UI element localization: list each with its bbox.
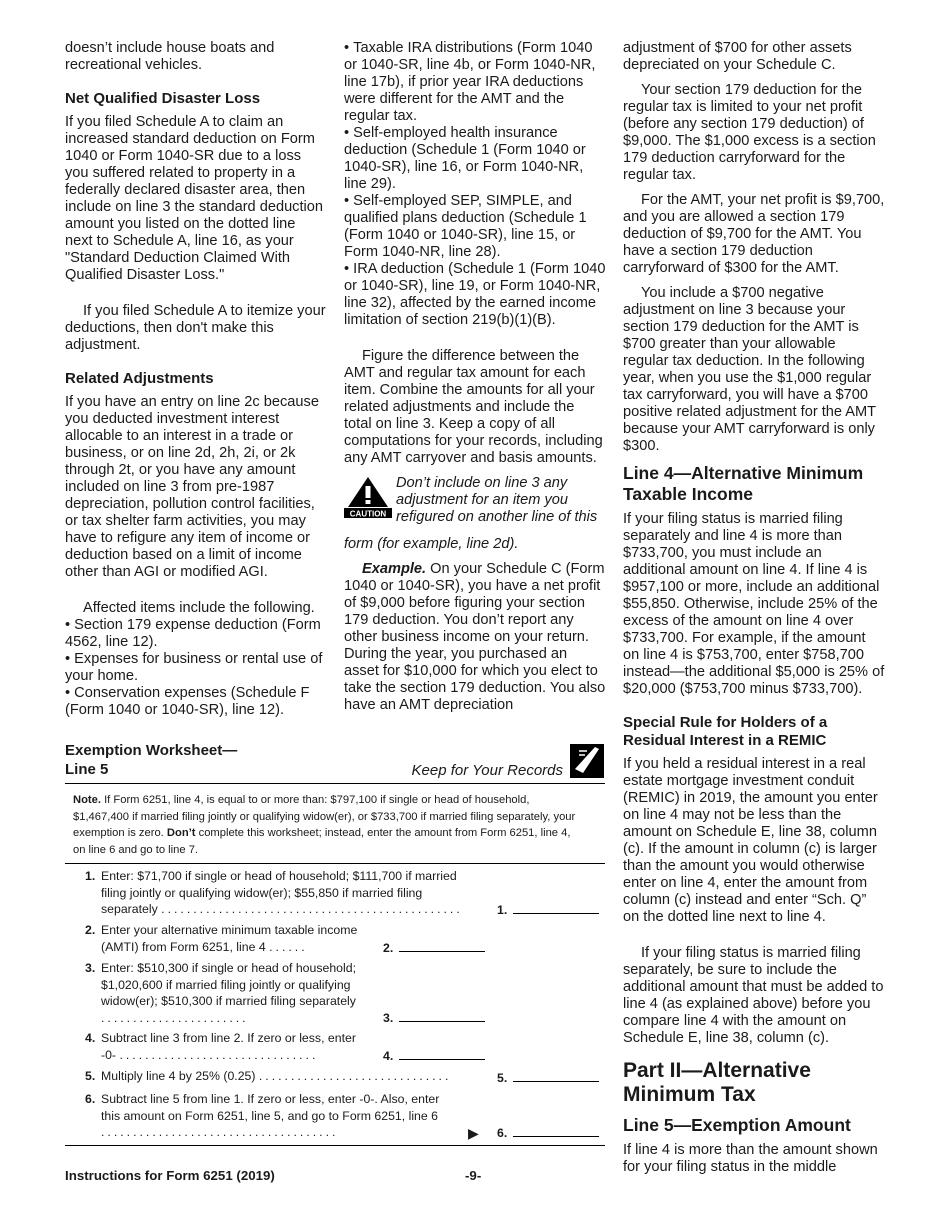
worksheet-title-line1: Exemption Worksheet— <box>65 742 238 759</box>
pen-paper-icon <box>569 743 605 779</box>
row-number: 6. <box>85 1092 96 1106</box>
keep-records <box>412 743 605 779</box>
box-label: 6. <box>497 1125 508 1140</box>
caution-icon <box>344 475 392 526</box>
box-label: 3. <box>383 1010 394 1025</box>
worksheet-header <box>65 737 605 779</box>
answer-box-3[interactable] <box>383 1010 485 1027</box>
column-1 <box>65 40 327 727</box>
answer-box-6[interactable] <box>497 1125 599 1142</box>
row-text: Multiply line 4 by 25% (0.25) .............................. <box>101 1069 452 1083</box>
column-2 <box>344 40 606 722</box>
worksheet-row <box>65 1091 605 1141</box>
heading-related-adjustments: Related Adjustments <box>65 370 214 387</box>
worksheet-row <box>65 1030 605 1064</box>
caution-text-continued: form (for example, line 2d). <box>344 536 519 552</box>
paragraph: If line 4 is more than the amount shown for your filing status in the middle <box>623 1142 878 1175</box>
row-number: 3. <box>85 961 96 975</box>
worksheet-row <box>65 922 605 956</box>
paragraph: If you have an entry on line 2c because you deducted investment interest allocable to an interest in a trade or business, or on line 2d, 2h, 2i, or 2k through 2t, or you have any amount included on line 3 from pre-1987 depreciation, pollution control facilities, or tax shelter farm activities, you may have to refigure any item of income or deduction based on a limit of income other than AGI or modified AGI. <box>65 394 319 580</box>
example-text: On your Schedule C (Form 1040 or 1040-SR), you have a net profit of $9,000 before figuring your section 179 deduction. You don’t report any other business income on your return. During the year, you purchased an asset for $10,000 for which you elect to take the section 179 deduction. You also have an AMT depreciation <box>344 561 606 713</box>
caution-label: CAUTION <box>349 509 387 519</box>
row-text: Enter your alternative minimum taxable income (AMTI) from Form 6251, line 4 ...... <box>101 923 358 954</box>
row-text-content: Enter your alternative minimum taxable income (AMTI) from Form 6251, line 4 <box>101 923 358 954</box>
paragraph: Figure the difference between the AMT and regular tax amount for each item. Combine the amounts for all your related adjustments and include the total on line 3. Keep a copy of all computations for your records, including any AMT carryover and basis amounts. <box>344 348 603 466</box>
footer-form-title: Instructions for Form 6251 (2019) <box>65 1168 275 1183</box>
keep-records-text: Keep for Your Records <box>411 762 563 779</box>
paragraph: If you held a residual interest in a real estate mortgage investment conduit (REMIC) in 2019, the amount you enter on line 4 may not be less than the amount on Schedule E, line 38, column (c). If the amount in column (c) is larger than the amount you would otherwise enter on line 4, enter the amount from column (c) instead and enter “Sch. Q” on the dotted line next to line 4. <box>623 756 878 925</box>
row-text-content: Subtract line 5 from line 1. If zero or less, enter -0-. Also, enter this amount on Form 6251, line 5, and go to Form 6251, line 6 <box>101 1092 440 1123</box>
arrow-right-icon: ▶ <box>468 1124 479 1141</box>
paragraph: You include a $700 negative adjustment on line 3 because your section 179 deduction for the AMT is $700 greater than your allowable regular tax deduction. In the following year, when you use the $1,000 regular tax carryforward, you will have a $700 positive related adjustment for the AMT because your AMT carryforward is only $300. <box>623 285 876 454</box>
list-item: • Conservation expenses (Schedule F (Form 1040 or 1040-SR), line 12). <box>65 685 327 719</box>
row-text: Enter: $510,300 if single or head of household; $1,020,600 if married filing jointly or qualifying widow(er); $510,300 if married filing separately ....................... <box>101 961 357 1025</box>
row-text-content: Enter: $71,700 if single or head of household; $111,700 if married filing jointly or qualifying widow(er); $55,850 if married filing separately <box>101 869 457 916</box>
box-label: 4. <box>383 1048 394 1063</box>
paragraph: If you filed Schedule A to claim an increased standard deduction on Form 1040 or Form 1040-SR due to a loss you suffered related to property in a federally declared disaster area, then include on line 3 the standard deduction amount you listed on the dotted line next to Schedule A, line 16, as your "Standard Deduction Claimed With Qualified Disaster Loss." <box>65 114 324 283</box>
list-item: • Section 179 expense deduction (Form 4562, line 12). <box>65 617 327 651</box>
note-text: If Form 6251, line 4, is equal to or more than: $797,100 if single or head of household, $1,467,400 if married filing jointly or qualifying widow(er), or $733,700 if married filing separately, your exemption is zero. <box>73 794 576 839</box>
worksheet-row <box>65 868 605 918</box>
list-item: • Self-employed SEP, SIMPLE, and qualified plans deduction (Schedule 1 (Form 1040 or 1040-SR), line 15, or Form 1040-NR, line 28). <box>344 193 606 261</box>
paragraph: doesn’t include house boats and recreational vehicles. <box>65 40 275 73</box>
row-text: Subtract line 5 from line 1. If zero or less, enter -0-. Also, enter this amount on Form 6251, line 5, and go to Form 6251, line 6 ..................................... <box>101 1092 440 1139</box>
paragraph: If you filed Schedule A to itemize your deductions, then don't make this adjustment. <box>65 303 326 353</box>
paragraph: If your filing status is married filing separately and line 4 is more than $733,700, you must include an additional amount on line 4. If line 4 is $957,100 or more, include an additional $55,850. Otherwise, include 25% of the excess of the amount on line 4 over $733,700. For example, if the amount on line 4 is $753,700, enter $758,700 instead—the additional $5,000 is 25% of $20,000 ($753,700 minus $733,700). <box>623 511 885 697</box>
box-label: 2. <box>383 940 394 955</box>
list-item: • Taxable IRA distributions (Form 1040 or 1040-SR, line 4b, or Form 1040-NR, line 17b), if prior year IRA deductions were different for the AMT and the regular tax. <box>344 40 606 125</box>
note-label: Note. <box>73 794 101 806</box>
paragraph: If your filing status is married filing separately, be sure to include the additional amount that must be added to line 4 (as explained above) before you compare line 4 with the amount on Schedule E, line 38, column (c). <box>623 945 884 1046</box>
row-number: 1. <box>85 869 96 883</box>
worksheet-note <box>65 783 605 864</box>
example-label: Example. <box>362 561 427 577</box>
example-paragraph <box>344 561 606 714</box>
worksheet-row <box>65 1068 605 1086</box>
bullet-list <box>344 40 606 329</box>
caution-text: Don’t include on line 3 any adjustment for an item you refigured on another line of this <box>396 475 598 525</box>
list-item: • Expenses for business or rental use of your home. <box>65 651 327 685</box>
exemption-worksheet <box>65 737 605 1146</box>
row-text-content: Enter: $510,300 if single or head of household; $1,020,600 if married filing jointly or qualifying widow(er); $510,300 if married filing separately <box>101 961 357 1008</box>
paragraph: Your section 179 deduction for the regular tax is limited to your net profit (before any section 179 deduction) of $9,000. The $1,000 excess is a section 179 deduction carryforward for the regular tax. <box>623 82 876 183</box>
row-text-content: Multiply line 4 by 25% (0.25) <box>101 1069 256 1083</box>
paragraph: adjustment of $700 for other assets depreciated on your Schedule C. <box>623 40 852 73</box>
caution-box <box>344 475 606 526</box>
page-number: -9- <box>465 1168 482 1183</box>
note-text: complete this worksheet; instead, enter the amount from Form 6251, line 4, on line 6 and go to line 7. <box>73 827 571 856</box>
heading-net-qualified-disaster-loss: Net Qualified Disaster Loss <box>65 90 261 107</box>
worksheet-title-line2: Line 5 <box>65 761 109 778</box>
answer-box-5[interactable] <box>497 1070 599 1087</box>
answer-box-4[interactable] <box>383 1048 485 1065</box>
row-number: 5. <box>85 1069 96 1083</box>
box-label: 1. <box>497 902 508 917</box>
row-number: 4. <box>85 1031 96 1045</box>
column-3 <box>623 40 885 1184</box>
heading-remic: Special Rule for Holders of a Residual Interest in a REMIC <box>623 714 828 749</box>
worksheet-rows <box>65 868 605 1146</box>
heading-line-4: Line 4—Alternative Minimum Taxable Income <box>623 463 864 504</box>
worksheet-title <box>65 741 237 779</box>
row-number: 2. <box>85 923 96 937</box>
heading-part-2: Part II—Alternative Minimum Tax <box>623 1059 811 1106</box>
list-item: • Self-employed health insurance deduction (Schedule 1 (Form 1040 or 1040-SR), line 16, or Form 1040-NR, line 29). <box>344 125 606 193</box>
box-label: 5. <box>497 1070 508 1085</box>
answer-box-2[interactable] <box>383 940 485 957</box>
row-text: Enter: $71,700 if single or head of household; $111,700 if married filing jointly or qualifying widow(er); $55,850 if married filing separately ............................................... <box>101 869 463 916</box>
bullet-list <box>65 617 327 719</box>
paragraph: For the AMT, your net profit is $9,700, and you are allowed a section 179 deduction of $9,700 for the AMT. You have a section 179 deduction carryforward of $300 for the AMT. <box>623 192 885 276</box>
paragraph: Affected items include the following. <box>83 600 315 616</box>
list-item: • IRA deduction (Schedule 1 (Form 1040 or 1040-SR), line 19, or Form 1040-NR, line 32), affected by the earned income limitation of section 219(b)(1)(B). <box>344 261 606 329</box>
worksheet-row <box>65 960 605 1026</box>
row-text-content: Subtract line 3 from line 2. If zero or less, enter -0- <box>101 1031 356 1062</box>
row-text: Subtract line 3 from line 2. If zero or less, enter -0- ............................... <box>101 1031 356 1062</box>
note-dont: Don’t <box>166 827 196 839</box>
answer-box-1[interactable] <box>497 902 599 919</box>
heading-line-5: Line 5—Exemption Amount <box>623 1115 851 1135</box>
